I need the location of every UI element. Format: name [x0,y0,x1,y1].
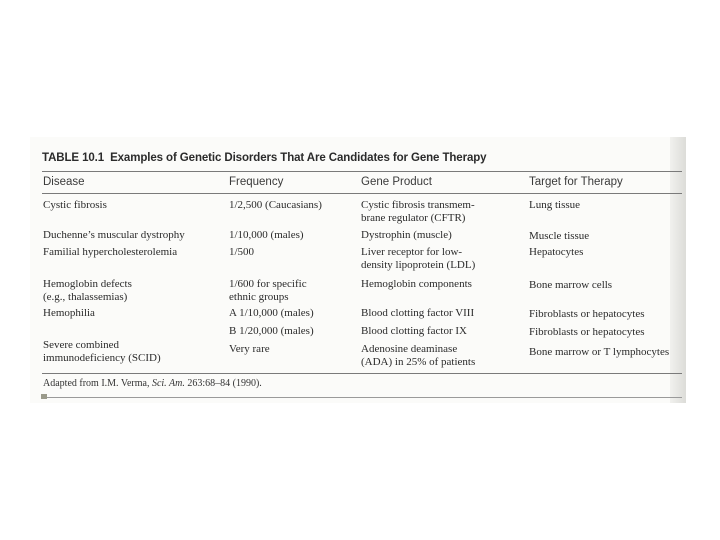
target-cell: Fibroblasts or hepatocytes [529,326,645,338]
gene-product-cell: Dystrophin (muscle) [361,229,452,241]
table-title-text: Examples of Genetic Disorders That Are Candidates for Gene Therapy [110,152,487,164]
disease-cell: Severe combined immunodeficiency (SCID) [43,339,161,364]
target-cell: Bone marrow cells [529,279,613,291]
frequency-cell: 1/10,000 (males) [229,229,304,241]
gene-product-cell: Adenosine deaminase (ADA) in 25% of patients [361,343,476,368]
gene-product-cell: Liver receptor for low- density lipoprotein (LDL) [361,246,476,271]
header-frequency: Frequency [229,176,284,188]
frequency-cell: 1/600 for specific ethnic groups [229,278,307,303]
top-rule [42,171,682,172]
frequency-cell: 1/2,500 (Caucasians) [229,199,322,211]
target-cell: Hepatocytes [529,246,584,258]
disease-cell: Hemophilia [43,307,95,319]
target-cell: Bone marrow or T lymphocytes [529,346,670,358]
page-edge-shadow [670,137,686,403]
header-disease: Disease [43,176,85,188]
frequency-cell: B 1/20,000 (males) [229,325,314,337]
disease-cell: Duchenne’s muscular dystrophy [43,229,185,241]
disease-cell: Cystic fibrosis [43,199,107,211]
header-gene-product: Gene Product [361,176,432,188]
header-rule [42,193,682,194]
table-source-note: Adapted from I.M. Verma, Sci. Am. 263:68–84 (1990). [43,378,262,389]
disease-cell: Familial hypercholesterolemia [43,246,178,258]
gene-product-cell: Hemoglobin components [361,278,472,290]
disease-cell: Hemoglobin defects (e.g., thalassemias) [43,278,132,303]
header-target: Target for Therapy [529,176,623,188]
table-number: TABLE 10.1 [42,152,105,164]
frequency-cell: 1/500 [229,246,255,258]
frequency-cell: Very rare [229,343,270,355]
gene-product-cell: Cystic fibrosis transmem- brane regulator (CFTR) [361,199,475,224]
gene-product-cell: Blood clotting factor VIII [361,307,475,319]
frequency-cell: A 1/10,000 (males) [229,307,314,319]
table-title [42,152,486,164]
target-cell: Muscle tissue [529,230,590,242]
page-bottom-rule [42,397,682,398]
target-cell: Lung tissue [529,199,581,211]
gene-product-cell: Blood clotting factor IX [361,325,468,337]
scan-corner-mark [41,394,47,399]
bottom-rule [42,373,682,374]
target-cell: Fibroblasts or hepatocytes [529,308,645,320]
